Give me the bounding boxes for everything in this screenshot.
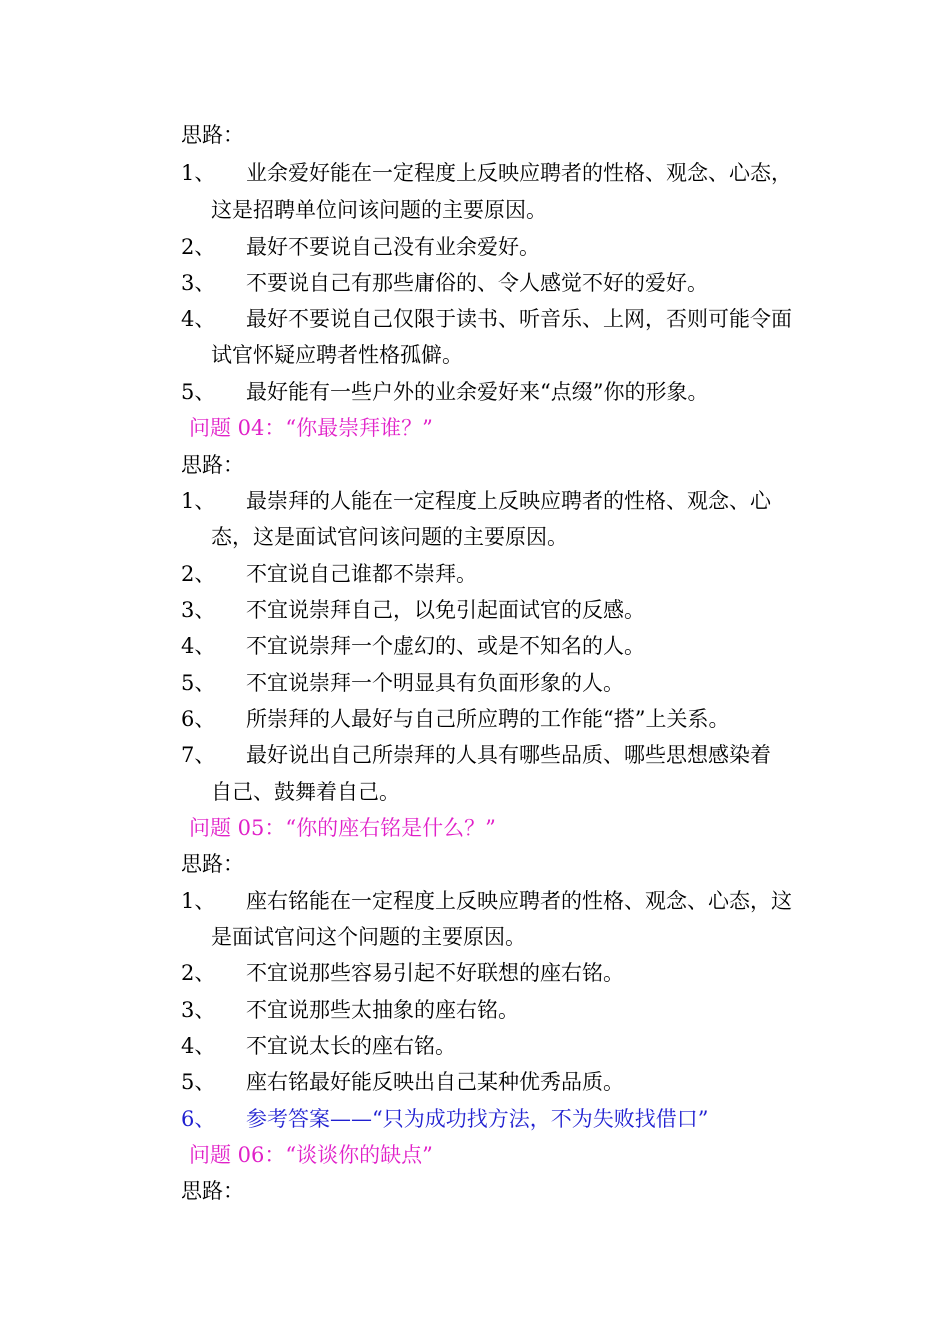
list-item [0,884,950,918]
list-item [0,484,950,518]
item-number: 1、 [181,889,216,913]
item-text: 不宜说那些太抽象的座右铭。 [246,998,519,1022]
item-text: 不宜说自己谁都不崇拜。 [246,562,477,586]
item-text: 这是招聘单位问该问题的主要原因。 [211,198,547,222]
item-text: 最好说出自己所崇拜的人具有哪些品质、哪些思想感染着 [246,743,771,767]
list-item [0,993,950,1027]
list-item [0,1029,950,1063]
reference-answer-text: 参考答案——“只为成功找方法，不为失败找借口” [246,1107,709,1131]
item-text: 自己、鼓舞着自己。 [211,780,400,804]
item-text: 不宜说崇拜一个虚幻的、或是不知名的人。 [246,634,645,658]
list-item-continuation [0,193,950,227]
list-item [0,666,950,700]
list-item [0,593,950,627]
item-text: 不宜说那些容易引起不好联想的座右铭。 [246,961,624,985]
item-text: 不宜说崇拜自己，以免引起面试官的反感。 [246,598,645,622]
item-number: 3、 [181,998,216,1022]
question-heading: 问题 06：“谈谈你的缺点” [189,1143,433,1167]
thoughts-label-row [0,1174,950,1208]
question-heading-row [0,811,950,845]
item-number: 5、 [181,671,216,695]
thoughts-label: 思路： [181,453,244,477]
item-number: 2、 [181,961,216,985]
thoughts-label: 思路： [181,123,244,147]
item-number: 1、 [181,489,216,513]
item-text: 最好不要说自己没有业余爱好。 [246,235,540,259]
item-number: 5、 [181,1070,216,1094]
list-item [0,702,950,736]
item-number: 6、 [181,707,216,731]
list-item [0,302,950,336]
list-item [0,557,950,591]
item-text: 所崇拜的人最好与自己所应聘的工作能“搭”上关系。 [246,707,730,731]
item-text: 不要说自己有那些庸俗的、令人感觉不好的爱好。 [246,271,708,295]
item-number: 4、 [181,307,216,331]
list-item [0,266,950,300]
item-number: 3、 [181,598,216,622]
question-heading: 问题 04：“你最崇拜谁？” [189,416,433,440]
list-item [0,738,950,772]
item-number: 2、 [181,235,216,259]
thoughts-label-row [0,118,950,152]
item-number: 5、 [181,380,216,404]
list-item [0,230,950,264]
item-text: 业余爱好能在一定程度上反映应聘者的性格、观念、心态， [246,161,792,185]
list-item [0,375,950,409]
item-text: 座右铭能在一定程度上反映应聘者的性格、观念、心态，这 [246,889,792,913]
item-text: 最好不要说自己仅限于读书、听音乐、上网，否则可能令面 [246,307,792,331]
item-text: 座右铭最好能反映出自己某种优秀品质。 [246,1070,624,1094]
item-text: 试官怀疑应聘者性格孤僻。 [211,343,463,367]
thoughts-label: 思路： [181,1179,244,1203]
list-item-continuation [0,338,950,372]
item-text: 不宜说太长的座右铭。 [246,1034,456,1058]
list-item [0,956,950,990]
item-text: 是面试官问这个问题的主要原因。 [211,925,526,949]
thoughts-label-row [0,847,950,881]
item-number: 7、 [181,743,216,767]
thoughts-label-row [0,448,950,482]
item-number: 1、 [181,161,216,185]
item-text: 最崇拜的人能在一定程度上反映应聘者的性格、观念、心 [246,489,771,513]
item-number: 2、 [181,562,216,586]
item-text: 不宜说崇拜一个明显具有负面形象的人。 [246,671,624,695]
question-heading-row [0,411,950,445]
question-heading-row [0,1138,950,1172]
item-text: 最好能有一些户外的业余爱好来“点缀”你的形象。 [246,380,709,404]
list-item-continuation [0,920,950,954]
thoughts-label: 思路： [181,852,244,876]
item-number: 4、 [181,634,216,658]
reference-answer-item [0,1102,950,1136]
list-item [0,156,950,190]
list-item [0,629,950,663]
list-item-continuation [0,775,950,809]
item-text: 态，这是面试官问该问题的主要原因。 [211,525,568,549]
item-number: 6、 [181,1107,216,1131]
list-item [0,1065,950,1099]
item-number: 3、 [181,271,216,295]
item-number: 4、 [181,1034,216,1058]
question-heading: 问题 05：“你的座右铭是什么？” [189,816,496,840]
list-item-continuation [0,520,950,554]
